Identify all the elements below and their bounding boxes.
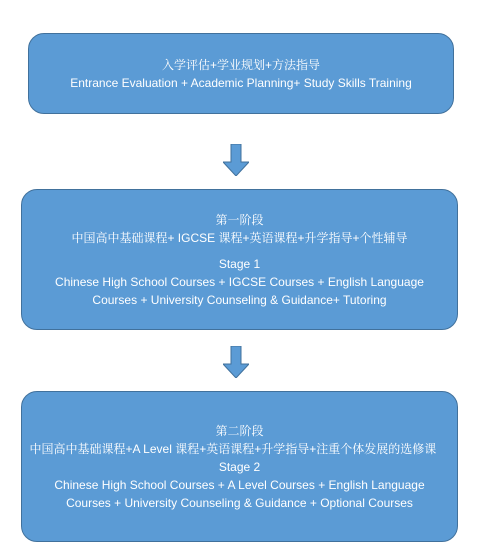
stage1-chinese-title: 第一阶段 [215, 212, 264, 227]
stage1-english-line2: Courses + University Counseling & Guidance+ Tutoring [92, 292, 387, 307]
box1-chinese-text: 入学评估+学业规划+方法指导 [161, 57, 321, 72]
down-arrow-2 [223, 346, 249, 378]
box-stage-1 [21, 189, 458, 330]
down-arrow-1 [223, 144, 249, 176]
box1-english-text: Entrance Evaluation + Academic Planning+ Study Skills Training [70, 75, 412, 90]
box-stage-2 [21, 391, 458, 542]
stage1-chinese-text: 中国高中基础课程+ IGCSE 课程+英语课程+升学指导+个性辅导 [71, 230, 408, 245]
stage2-english-title: Stage 2 [218, 459, 261, 474]
stage2-english-line2: Courses + University Counseling & Guidance + Optional Courses [66, 495, 413, 510]
box-entrance-evaluation [28, 33, 454, 114]
stage1-english-line1: Chinese High School Courses + IGCSE Courses + English Language [55, 274, 424, 289]
stage2-chinese-title: 第二阶段 [215, 423, 264, 438]
stage1-english-title: Stage 1 [218, 256, 261, 271]
stage2-chinese-text: 中国高中基础课程+A Level 课程+英语课程+升学指导+注重个体发展的选修课 [29, 441, 437, 456]
stage2-english-line1: Chinese High School Courses + A Level Courses + English Language [54, 477, 425, 492]
